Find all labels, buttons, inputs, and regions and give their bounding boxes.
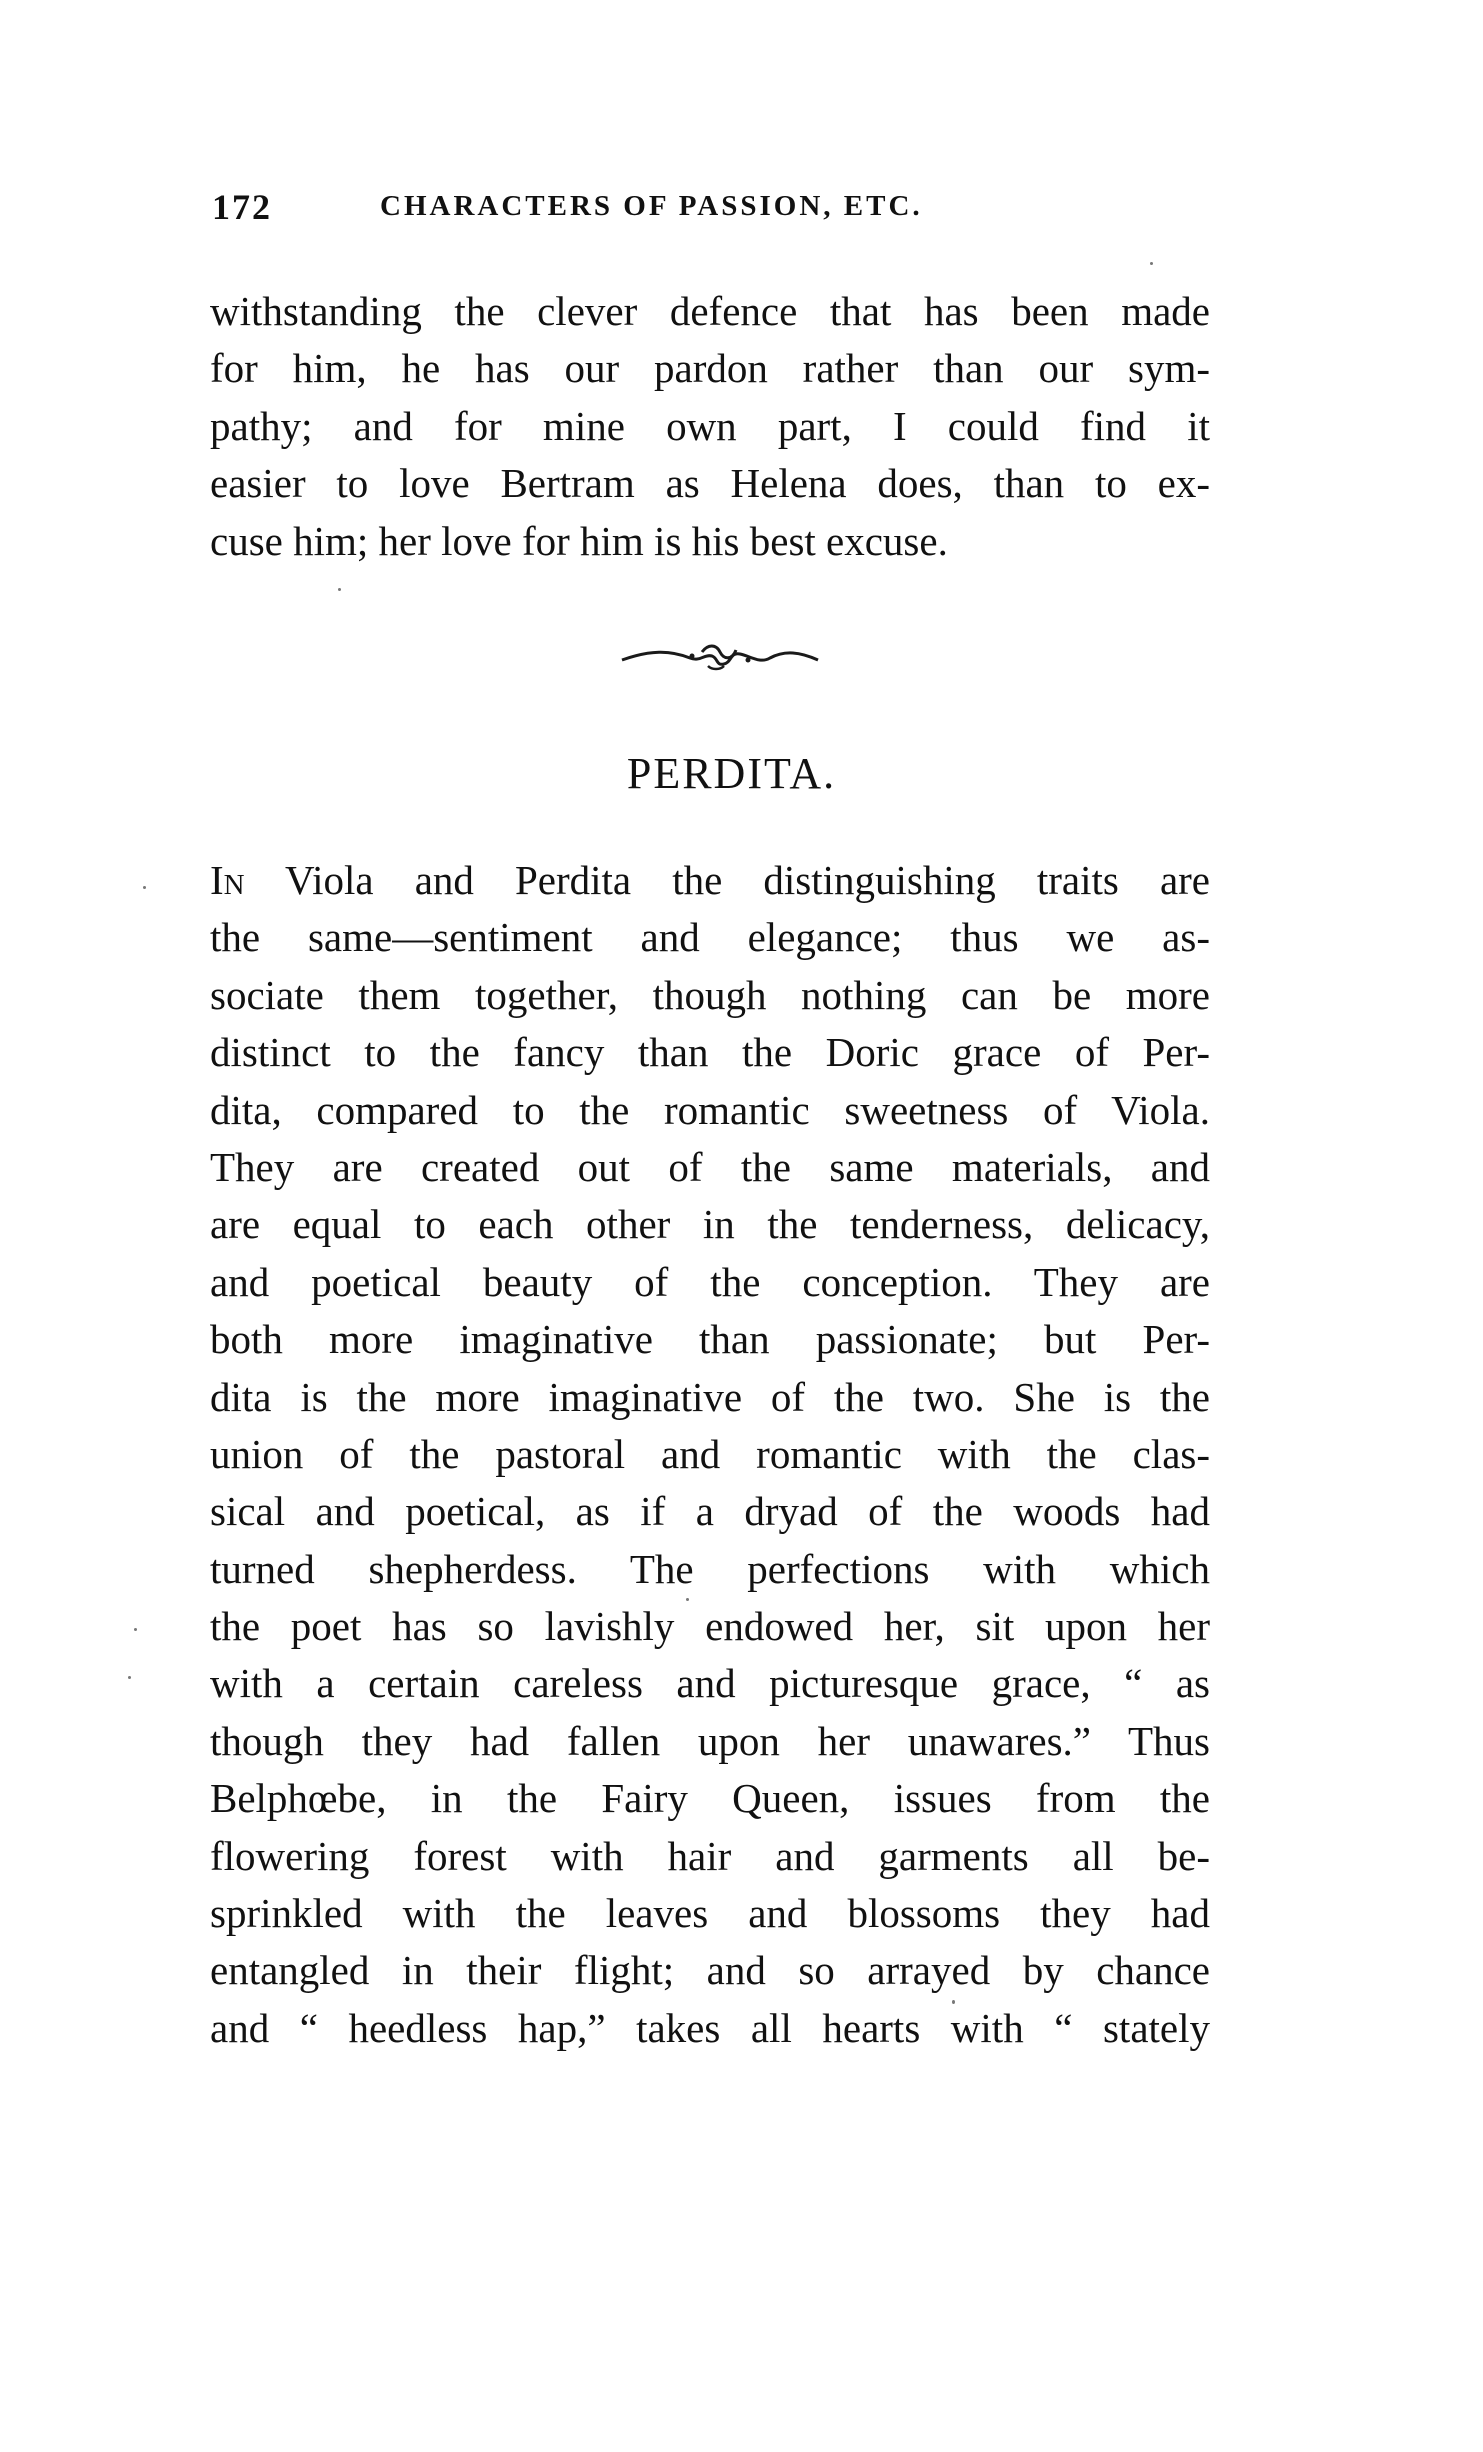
text-line: though they had fallen upon her unawares.” Thus <box>210 1717 1210 1764</box>
text-line: both more imaginative than passionate; but Per- <box>210 1316 1210 1363</box>
text-line: They are created out of the same materials, and <box>210 1143 1210 1190</box>
running-head <box>212 186 1212 230</box>
paper-speck <box>143 886 146 889</box>
paper-speck <box>952 2000 955 2004</box>
text-line: easier to love Bertram as Helena does, than to ex- <box>210 460 1210 507</box>
paper-speck <box>686 1598 689 1601</box>
text-line: with a certain careless and picturesque grace, “ as <box>210 1660 1210 1707</box>
text-line: cuse him; her love for him is his best excuse. <box>210 517 948 564</box>
text-line: union of the pastoral and romantic with the clas- <box>210 1430 1210 1477</box>
paper-speck <box>128 1676 131 1679</box>
text-line: sociate them together, though nothing can be more <box>210 971 1210 1018</box>
text-line: Belphœbe, in the Fairy Queen, issues from the <box>210 1775 1210 1822</box>
running-head-title: CHARACTERS OF PASSION, ETC. <box>380 190 923 222</box>
page-number: 172 <box>212 187 272 227</box>
section-title: PERDITA. <box>626 749 837 798</box>
text-line: and “ heedless hap,” takes all hearts with “ stately <box>210 2004 1210 2051</box>
drop-initial-word: In <box>210 857 245 903</box>
text-line: for him, he has our pardon rather than our sym- <box>210 345 1210 392</box>
paper-speck <box>1150 262 1153 265</box>
text-line: sprinkled with the leaves and blossoms they had <box>210 1890 1210 1937</box>
text-line: distinct to the fancy than the Doric grace of Per- <box>210 1029 1210 1076</box>
text-line: withstanding the clever defence that has been made <box>210 288 1210 334</box>
text-line: pathy; and for mine own part, I could find it <box>210 402 1210 449</box>
text-line: are equal to each other in the tenderness, delicacy, <box>210 1201 1210 1248</box>
text-line: the poet has so lavishly endowed her, sit upon her <box>210 1603 1210 1650</box>
perdita-paragraph <box>210 852 1210 2057</box>
text-line: the same—sentiment and elegance; thus we as- <box>210 914 1210 961</box>
continuation-paragraph <box>210 283 1210 570</box>
text-line: entangled in their flight; and so arrayed by chance <box>210 1947 1210 1994</box>
text-line: sical and poetical, as if a dryad of the woods had <box>210 1488 1210 1535</box>
text-line: dita is the more imaginative of the two. She is the <box>210 1373 1210 1420</box>
paper-speck <box>338 588 341 591</box>
text-line: turned shepherdess. The perfections with which <box>210 1545 1210 1592</box>
text-line-rest: Viola and Perdita the distinguishing traits are <box>244 857 1210 903</box>
text-line: flowering forest with hair and garments all be- <box>210 1832 1210 1879</box>
paper-speck <box>134 1628 137 1631</box>
text-line: and poetical beauty of the conception. They are <box>210 1258 1210 1305</box>
decorative-flourish-icon <box>620 640 820 676</box>
text-line <box>210 852 1210 909</box>
text-line: dita, compared to the romantic sweetness of Viola. <box>210 1086 1210 1133</box>
